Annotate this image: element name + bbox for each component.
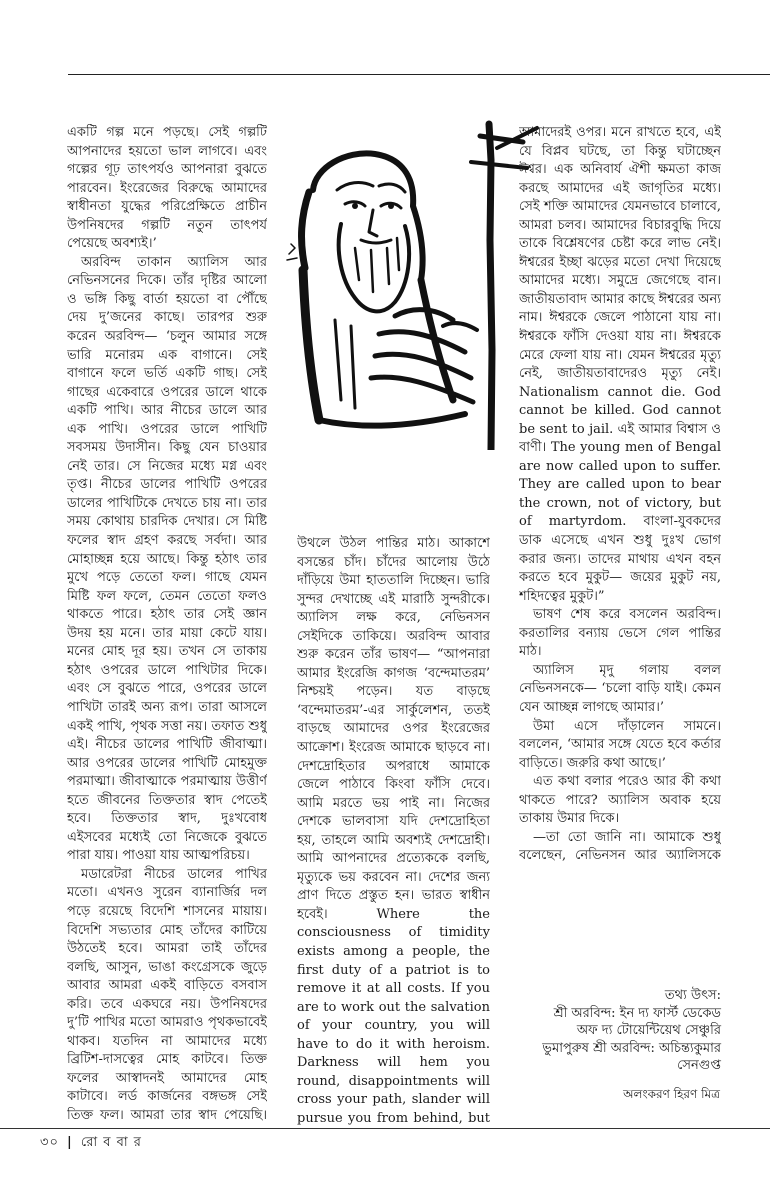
article-column-left	[67, 124, 267, 1124]
paragraph: এত কথা বলার পরেও আর কী কথা থাকতে পারে? অ্যালিস অবাক হয়ে তাকায় উমার দিকে।	[519, 774, 721, 827]
paragraph: একটি গল্প মনে পড়ছে। সেই গল্পটি আপনাদের হয়তো ভাল লাগবে। এবং গল্পের গূঢ় তাৎপর্যও আপনারা বুঝতে পারবেন। ইংরেজের বিরুদ্ধে আমাদের স্বাধীনতা যুদ্ধের পরিপ্রেক্ষিতে প্রাচীন উপনিষদের গল্পটি নতুন তাৎপর্য পেয়েছে অবশ্যই।’	[67, 125, 267, 252]
paragraph: অ্যালিস মৃদু গলায় বলল নেভিনসনকে— ‘চলো বাড়ি যাই। কেমন যেন আচ্ছন্ন লাগছে আমার।’	[519, 662, 721, 715]
page-footer	[40, 1133, 142, 1154]
footer-separator: |	[67, 1135, 73, 1150]
source-line: অফ দ্য টোয়েন্টিয়েথ সেঞ্চুরি	[576, 1023, 721, 1038]
paragraph: —তা তো জানি না। আমাকে শুধু বলেছেন, নেভিনসন আর অ্যালিসকে	[519, 829, 721, 864]
magazine-name: রো ব বা র	[80, 1135, 142, 1150]
bottom-rule	[0, 1128, 770, 1129]
top-rule	[68, 74, 770, 75]
paragraph: উমা এসে দাঁড়ালেন সামনে। বললেন, ‘আমার সঙ্গে যেতে হবে কর্তার বাড়িতে। জরুরি কথা আছে।’	[519, 718, 721, 771]
source-line: শ্রী অরবিন্দ: ইন দ্য ফার্স্ট ডেকেড	[553, 1005, 721, 1021]
source-line: ভুমাপুরুষ শ্রী অরবিন্দ: অচিন্ত্যকুমার	[542, 1040, 721, 1056]
artist-credit: অলংকরণ হিরণ মিত্র	[623, 1087, 720, 1101]
page-number: ৩০	[40, 1135, 59, 1150]
paragraph: আমাদেরই ওপর। মনে রাখতে হবে, এই যে বিপ্লব ঘটছে, তা কিন্তু ঘটাচ্ছেন ঈশ্বর। এক অনিবার্য ঐশী ক্ষমতা কাজ করছে আমাদের এই জাগৃতির মধ্যে। সেই শক্তি আমাদের যেমনভাবে চালাবে, আমরা চলব। আমাদের বিচারবুদ্ধি দিয়ে তাকে বিশ্লেষণের চেষ্টা করে লাভ নেই। ঈশ্বরের ইচ্ছা ঝড়ের মতো দেখা দিয়েছে আমাদের মধ্যে। সমুদ্রে জেগেছে বান। জাতীয়তাবাদ আমার কাছে ঈশ্বরের অন্য নাম। ঈশ্বরকে জেলে পাঠানো যায় না। ঈশ্বরকে ফাঁসি দেওয়া যায় না। ঈশ্বরকে মেরে ফেলা যায় না। যেমন ঈশ্বরের মৃত্যু নেই, জাতীয়তাবাদেরও মৃত্যু নেই। Nationalism cannot die. God cannot be killed. God cannot be sent to jail. এই আমার বিশ্বাস ও বাণী। The young men of Bengal are now called upon to suffer. They are called upon to bear the crown, not of victory, but of martyrdom. বাংলা-যুবকদের ডাক এসেছে এখন শুধু দুঃখ ভোগ করার জন্য। তাদের মাথায় এখন বহন করতে হবে মুকুট— জয়ের মুকুট নয়, শহিদত্বের মুকুট।”	[519, 125, 721, 604]
sources-block	[519, 987, 721, 1075]
ink-illustration	[275, 120, 540, 450]
article-column-middle	[297, 535, 490, 1125]
paragraph: অরবিন্দ তাকান অ্যালিস আর নেভিনসনের দিকে। তাঁর দৃষ্টির আলো ও ভঙ্গি কিছু বার্তা হয়তো বা পৌঁছে দেয় দু’জনের কাছে। তারপর শুরু করেন অরবিন্দ— ‘চলুন আমার সঙ্গে ভারি মনোরম এক বাগানে। সেই বাগানে ফলে ভর্তি একটি গাছ। সেই গাছের একেবারে ওপরের ডালে থাকে একটি পাখি। আর নীচের ডালে আর এক পাখি। ওপরের ডালে পাখিটি সবসময় উদাসীন। কিছু যেন চাওয়ার নেই তার। সে নিজের মধ্যে মগ্ন এবং তৃপ্ত। নীচের ডালের পাখিটি ওপরের ডালের পাখিটিকে দেখতে চায় না। তার সময় কোথায় চারদিক দেখার। সে মিষ্টি ফলের স্বাদ গ্রহণ করছে সর্বদা। আর মোহাচ্ছন্ন হয়ে আছে। কিন্তু হঠাৎ তার মুখে পড়ে তেতো ফল। গাছে যেমন মিষ্টি ফল ফলে, তেমন তেতো ফলও থাকতে পারে। হঠাৎ তার সেই জ্ঞান উদয় হয় মনে। তার মায়া কেটে যায়। মনের মোহ দূর হয়। তখন সে তাকায় হঠাৎ ওপরের ডালে পাখিটার দিকে। এবং সে বুঝতে পারে, ওপরের ডালে পাখিটা তারই অন্য রূপ। তারা আসলে একই পাখি, পৃথক সত্তা নয়। তফাত শুধু এই। নীচের ডালের পাখিটি জীবাত্মা। আর ওপরের ডালের পাখিটি মোহমুক্ত পরমাত্মা। জীবাত্মাকে পরমাত্মায় উত্তীর্ণ হতে জীবনের তিক্ততার স্বাদ পেতেই হবে। তিক্ততার স্বাদ, দুঃখবোধ এইসবের মধ্যেই তো নিজেকে বুঝতে পারা যায়। পাওয়া যায় আত্মপরিচয়।	[67, 254, 267, 864]
article-column-right	[519, 124, 721, 864]
paragraph: মডারেটরা নীচের ডালের পাখির মতো। এখনও সুরেন ব্যানার্জির দল পড়ে রয়েছে বিদেশি শাসনের মায়ায়। বিদেশি সভ্যতার মোহ তাঁদের কাটিয়ে উঠতেই হবে। আমরা তাই তাঁদের বলছি, আসুন, ভাঙা কংগ্রেসকে জুড়ে আবার আমরা একই বাড়িতে বসবাস করি। তবে একঘরে নয়। উপনিষদের দু’টি পাখির মতো আমরাও পৃথকভাবেই থাকব। যতদিন না আমাদের মধ্যে ব্রিটিশ-দাসত্বের মোহ কাটবে। তিক্ত ফলের আস্বাদনই আমাদের মোহ কাটাবে। লর্ড কার্জনের বঙ্গভঙ্গ সেই তিক্ত ফল। আমরা তার স্বাদ পেয়েছি।	[67, 866, 267, 1123]
sources-heading: তথ্য উৎস:	[664, 988, 721, 1003]
paragraph: ভাষণ শেষ করে বসলেন অরবিন্দ। করতালির বন্যায় ভেসে গেল পান্তির মাঠ।	[519, 607, 721, 660]
source-line: সেনগুপ্ত	[677, 1058, 721, 1073]
bearded-figure-sketch	[275, 120, 540, 450]
paragraph: উথলে উঠল পান্তির মাঠ। আকাশে বসন্তের চাঁদ। চাঁদের আলোয় উঠে দাঁড়িয়ে উমা হাততালি দিচ্ছেন। ভারি সুন্দর দেখাচ্ছে এই মারাঠি সুন্দরীকে। অ্যালিস লক্ষ করে, নেভিনসন সেইদিকে তাকিয়ে। অরবিন্দ আবার শুরু করেন তাঁর ভাষণ— “আপনারা আমার ইংরেজি কাগজ ‘বন্দেমাতরম’ নিশ্চয়ই পড়েন। যত বাড়ছে ‘বন্দেমাতরম’-এর সার্কুলেশন, ততই বাড়ছে আমাদের ওপর ইংরেজের আক্রোশ। ইংরেজ আমাকে ছাড়বে না। দেশদ্রোহিতার অপরাধে আমাকে জেলে পাঠাবে কিংবা ফাঁসি দেবে। আমি মরতে ভয় পাই না। নিজের দেশকে ভালবাসা যদি দেশদ্রোহিতা হয়, তাহলে আমি অবশ্যই দেশদ্রোহী। আমি আপনাদের প্রত্যেককে বলছি, মৃত্যুকে ভয় করবেন না। দেশের জন্য প্রাণ দিতে প্রস্তুত হন। ভারত স্বাধীন হবেই। Where the consciousness of timidity exists among a people, the first duty of a patriot is to remove it at all costs. If you are to work out the salvation of your country, you will have to do it with heroism. Darkness will hem you round, disappointments will cross your path, slander will pursue you from behind, but	[297, 536, 490, 1125]
